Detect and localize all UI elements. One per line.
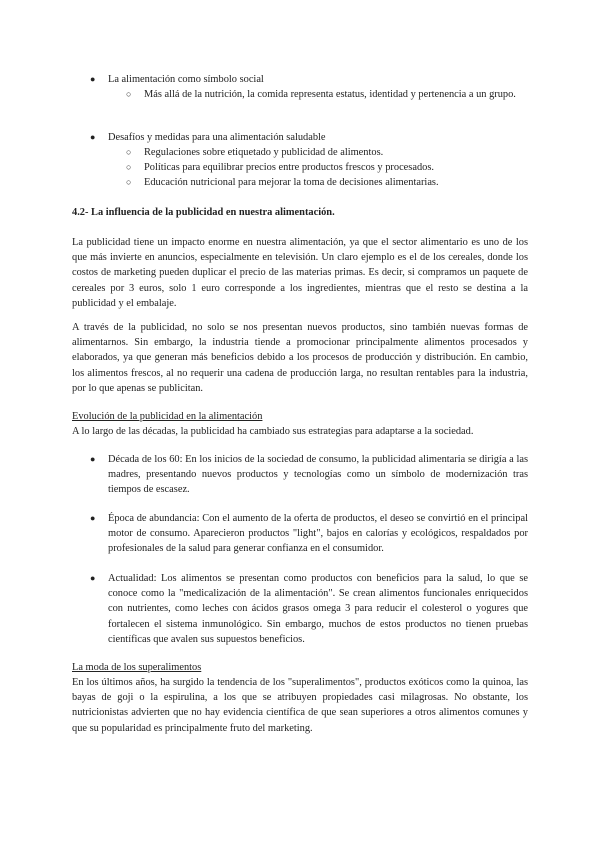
sub-list-item-label: Educación nutricional para mejorar la toma de decisiones alimentarias. [144, 177, 439, 188]
subsection-heading: La moda de los superalimentos [72, 662, 202, 673]
section-title: 4.2- La influencia de la publicidad en nuestra alimentación. [72, 207, 335, 218]
bullet-icon: ● [90, 573, 96, 583]
sub-list-item-label: Más allá de la nutrición, la comida representa estatus, identidad y pertenencia a un grupo. [144, 89, 516, 100]
circle-bullet-icon: ○ [126, 177, 132, 187]
subsection-heading: Evolución de la publicidad en la alimentación [72, 411, 263, 422]
sub-list-item-label: Políticas para equilibrar precios entre productos frescos y procesados. [144, 162, 434, 173]
list-item-label: Época de abundancia: Con el aumento de la oferta de productos, el deseo se convirtió en el principal motor de consumo. Aparecieron productos "light", bajos en calorías y ecológicos, respaldados por profesionales de la salud para generar confianza en el consumidor. [108, 513, 528, 555]
sub-list-item [126, 87, 528, 119]
list-item-label: La alimentación como símbolo social [108, 74, 264, 85]
bullet-icon: ● [90, 454, 96, 464]
bullet-icon: ● [90, 74, 96, 84]
sub-list-item-label: Regulaciones sobre etiquetado y publicidad de alimentos. [144, 147, 384, 158]
list-item-label: Década de los 60: En los inicios de la sociedad de consumo, la publicidad alimentaria se dirigía a las madres, presentando nuevos productos y tecnologías como un símbolo de modernización tras tiempos de escasez. [108, 454, 528, 496]
paragraph: La publicidad tiene un impacto enorme en nuestra alimentación, ya que el sector alimentario es uno de los que más invierte en anuncios, especialmente en televisión. Un claro ejemplo es el de los cereales, donde los costos de marketing pueden duplicar el precio de las materias primas. Es decir, si compramos un paquete de cereales por 3 euros, solo 1 euro corresponde a los ingredientes, mientras que el resto se destina a la publicidad y el embalaje. [72, 237, 528, 309]
list-item-label: Actualidad: Los alimentos se presentan como productos con beneficios para la salud, lo que se conoce como la "medicalización de la alimentación". Se crean alimentos funcionales enriquecidos con nutrientes, como leches con ácidos grasos omega 3 para reducir el colesterol o yogures que fortalecen el sistema inmunológico. Sin embargo, muchos de estos productos no tienen pruebas científicas que avalen sus supuestos beneficios. [108, 573, 528, 645]
sub-list-item [126, 175, 528, 191]
list-item [72, 130, 528, 146]
sub-list-item [126, 145, 528, 161]
sub-list-item [126, 160, 528, 176]
paragraph: A través de la publicidad, no solo se nos presentan nuevos productos, sino también nuevas formas de alimentarnos. Sin embargo, la industria tiende a promocionar principalmente alimentos procesados y elaborados, ya que generan más beneficios debido a los procesos de producción y distribución. En cambio, los alimentos frescos, al no requerir una cadena de producción larga, no resultan rentables para la industria, por lo que apenas se publicitan. [72, 322, 528, 394]
list-item-label: Desafíos y medidas para una alimentación saludable [108, 132, 326, 143]
paragraph: A lo largo de las décadas, la publicidad ha cambiado sus estrategias para adaptarse a la sociedad. [72, 426, 474, 437]
bullet-icon: ● [90, 513, 96, 523]
paragraph: En los últimos años, ha surgido la tendencia de los "superalimentos", productos exóticos como la quinoa, las bayas de goji o la espirulina, a los que se atribuyen propiedades casi milagrosas. No obstante, los nutricionistas advierten que no hay evidencia científica de que sean superiores a otros alimentos comunes y que su popularidad es principalmente fruto del marketing. [72, 677, 528, 734]
list-item [72, 72, 528, 88]
circle-bullet-icon: ○ [126, 89, 132, 99]
circle-bullet-icon: ○ [126, 147, 132, 157]
list-item [72, 511, 528, 559]
list-item [72, 452, 528, 500]
bullet-icon: ● [90, 132, 96, 142]
circle-bullet-icon: ○ [126, 162, 132, 172]
list-item [72, 571, 528, 649]
